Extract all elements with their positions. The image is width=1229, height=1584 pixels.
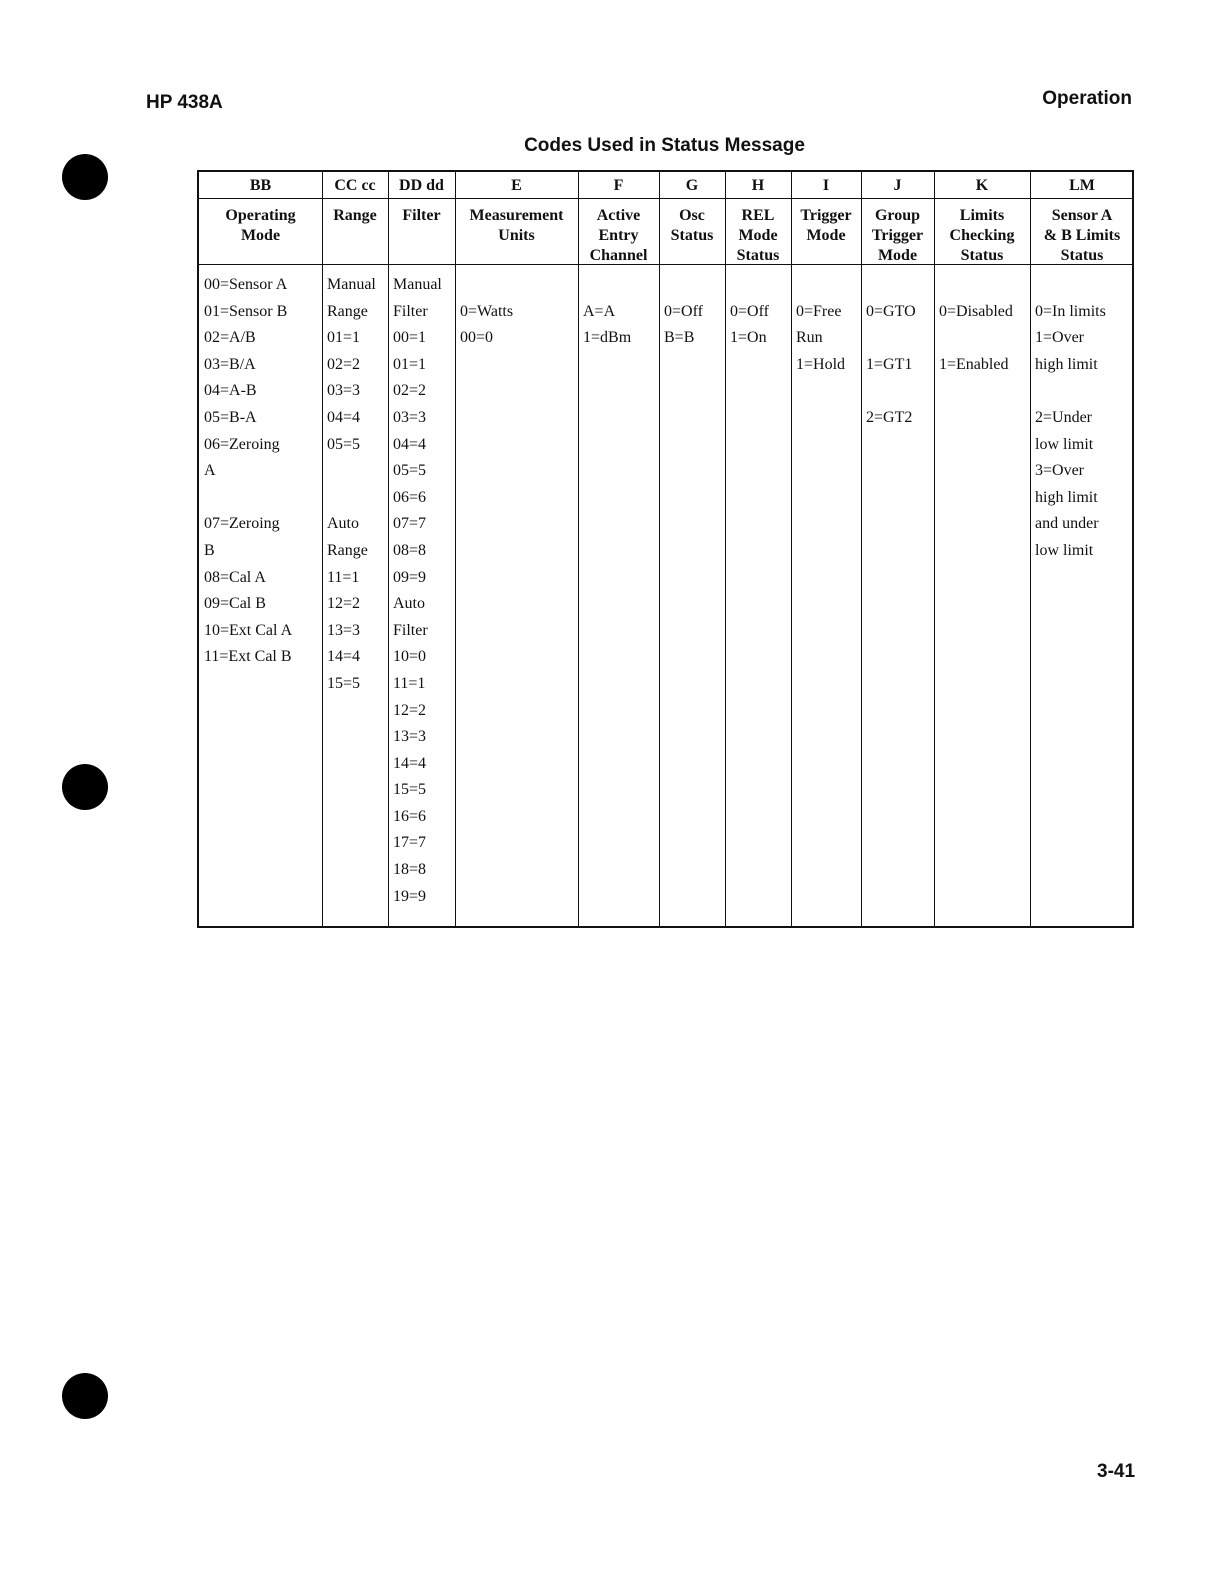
code-entry (866, 272, 916, 299)
column-code: I (822, 177, 830, 194)
column-heading-line: Osc (679, 207, 705, 224)
code-entry: 04=4 (327, 408, 361, 426)
column-divider (659, 172, 660, 926)
column-values (460, 272, 513, 352)
code-entry: high limit (1035, 355, 1098, 373)
column-values (393, 272, 442, 910)
column-heading (578, 206, 659, 266)
code-entry: 00=1 (393, 329, 427, 347)
code-entry: Range (327, 302, 368, 320)
column-values (327, 272, 376, 698)
code-entry: Manual (393, 276, 442, 293)
column-code: LM (1069, 177, 1095, 194)
code-entry: A (204, 462, 216, 480)
code-entry (866, 325, 916, 352)
code-entry: 16=6 (393, 807, 427, 825)
column-values (583, 272, 631, 352)
code-entry: 1=On (730, 329, 767, 347)
column-heading (725, 206, 791, 266)
code-entry: 17=7 (393, 834, 427, 852)
code-entry: 02=A/B (204, 329, 256, 347)
column-code: CC cc (334, 177, 376, 194)
column-divider (455, 172, 456, 926)
column-divider (322, 172, 323, 926)
column-heading-line: Group (874, 207, 921, 224)
binder-hole (62, 154, 108, 200)
code-entry: 18=8 (393, 861, 427, 879)
column-divider (725, 172, 726, 926)
column-heading-line: Checking (949, 227, 1015, 244)
column-code: F (613, 177, 624, 194)
code-entry: 11=1 (327, 568, 360, 586)
code-entry: 08=Cal A (204, 568, 266, 586)
column-heading-line: Mode (877, 247, 918, 264)
binder-hole (62, 1373, 108, 1419)
column-code: BB (249, 177, 272, 194)
code-entry: 02=2 (327, 355, 361, 373)
column-values (939, 272, 1013, 378)
code-entry (327, 485, 376, 512)
column-heading (388, 206, 455, 226)
code-entry: 01=1 (327, 329, 361, 347)
code-entry: Filter (393, 302, 428, 320)
code-entry (1035, 378, 1106, 405)
code-entry: low limit (1035, 541, 1094, 559)
column-values (730, 272, 769, 352)
code-entry: 05=5 (327, 435, 361, 453)
column-heading-line: & B Limits (1043, 227, 1121, 244)
code-entry: 04=4 (393, 435, 427, 453)
column-heading (861, 206, 934, 266)
code-entry: Auto (393, 595, 425, 613)
column-heading-line: Active (596, 207, 641, 224)
code-entry: Filter (393, 621, 428, 639)
code-entry (460, 272, 513, 299)
code-entry: 00=0 (460, 329, 494, 347)
column-values (866, 272, 916, 432)
code-entry (939, 272, 1013, 299)
code-entry: 12=2 (327, 595, 361, 613)
code-entry: 0=Free (796, 302, 842, 320)
code-entry: 0=Off (664, 302, 703, 320)
code-entry: 04=A-B (204, 382, 257, 400)
code-entry (664, 272, 703, 299)
code-entry: 13=3 (393, 728, 427, 746)
code-entry: high limit (1035, 488, 1098, 506)
code-entry: 03=3 (327, 382, 361, 400)
column-code: G (685, 177, 699, 194)
column-heading-line: Status (960, 247, 1004, 264)
column-heading-line: Entry (598, 227, 639, 244)
code-entry (939, 325, 1013, 352)
column-heading (455, 206, 578, 246)
code-entry: 06=Zeroing (204, 435, 280, 453)
column-values (664, 272, 703, 352)
column-heading-line: Range (333, 207, 377, 224)
code-entry (204, 485, 292, 512)
column-code: E (511, 177, 522, 194)
column-heading-line: Mode (240, 227, 281, 244)
status-codes-table (197, 170, 1134, 928)
code-entry: 13=3 (327, 621, 361, 639)
code-entry: 10=0 (393, 648, 427, 666)
code-entry: 19=9 (393, 887, 427, 905)
column-heading-line: Mode (806, 227, 846, 244)
code-entry (866, 378, 916, 405)
column-code: J (893, 177, 902, 194)
column-code: DD dd (399, 177, 444, 194)
code-entry: low limit (1035, 435, 1094, 453)
column-code: H (751, 177, 765, 194)
column-heading-line: Measurement (469, 207, 564, 224)
code-entry: 01=Sensor B (204, 302, 288, 320)
code-entry: 1=Enabled (939, 355, 1009, 373)
code-entry: 09=9 (393, 568, 427, 586)
code-entry: 09=Cal B (204, 595, 266, 613)
code-entry: 0=GTO (866, 302, 916, 320)
code-entry: B=B (664, 329, 695, 347)
column-heading-line: Mode (738, 227, 778, 244)
code-entry: 1=dBm (583, 329, 632, 347)
column-heading-line: Status (670, 227, 714, 244)
code-entry: 03=3 (393, 408, 427, 426)
column-heading (322, 206, 388, 226)
column-values (1035, 272, 1106, 565)
code-entry (583, 272, 631, 299)
code-entry: 0=Disabled (939, 302, 1013, 320)
column-heading-line: Trigger (800, 207, 852, 224)
column-heading-line: Trigger (871, 227, 924, 244)
code-entry: 1=Over (1035, 329, 1085, 347)
code-entry: 11=1 (393, 674, 426, 692)
column-heading-line: Status (1060, 247, 1104, 264)
code-entry: B (204, 541, 215, 559)
column-values (796, 272, 845, 378)
code-entry: 00=Sensor A (204, 276, 288, 293)
code-entry: 07=7 (393, 515, 427, 533)
code-entry: 05=B-A (204, 408, 257, 426)
code-entry (796, 272, 845, 299)
code-entry: 0=Off (730, 302, 769, 320)
column-heading-line: Units (498, 227, 535, 244)
column-divider (861, 172, 862, 926)
code-entry: 12=2 (393, 701, 427, 719)
code-entry: 2=GT2 (866, 408, 913, 426)
code-entry: Run (796, 329, 823, 347)
code-entry (327, 458, 376, 485)
column-code: K (975, 177, 989, 194)
code-entry: Manual (327, 276, 376, 293)
code-entry: and under (1035, 515, 1099, 533)
column-divider (578, 172, 579, 926)
binder-hole (62, 764, 108, 810)
column-divider (934, 172, 935, 926)
code-entry (730, 272, 769, 299)
table-title: Codes Used in Status Message (524, 135, 805, 156)
code-entry: 15=5 (327, 674, 361, 692)
column-heading-line: Filter (402, 207, 441, 224)
column-heading (1030, 206, 1134, 266)
column-heading (659, 206, 725, 246)
column-heading (934, 206, 1030, 266)
page-number: 3-41 (1097, 1461, 1136, 1482)
code-entry: 0=In limits (1035, 302, 1106, 320)
column-heading-line: Limits (959, 207, 1005, 224)
code-entry: 10=Ext Cal A (204, 621, 293, 639)
column-divider (388, 172, 389, 926)
code-entry (1035, 272, 1106, 299)
column-heading-line: Status (736, 247, 780, 264)
section-header: Operation (1042, 88, 1132, 109)
code-entry: 2=Under (1035, 408, 1093, 426)
code-entry: 01=1 (393, 355, 427, 373)
column-heading (199, 206, 322, 246)
code-entry: 02=2 (393, 382, 427, 400)
header-divider (199, 198, 1132, 199)
column-heading-line: REL (741, 207, 775, 224)
code-entry: 3=Over (1035, 462, 1085, 480)
code-entry: 03=B/A (204, 355, 256, 373)
code-entry: A=A (583, 302, 616, 320)
column-values (204, 272, 292, 671)
column-heading-line: Operating (225, 207, 296, 224)
code-entry: 0=Watts (460, 302, 514, 320)
code-entry: 1=GT1 (866, 355, 913, 373)
code-entry: 06=6 (393, 488, 427, 506)
column-heading-line: Sensor A (1051, 207, 1113, 224)
column-heading-line: Channel (589, 247, 648, 264)
code-entry: Auto (327, 515, 359, 533)
code-entry: 07=Zeroing (204, 515, 280, 533)
code-entry: 05=5 (393, 462, 427, 480)
code-entry: 08=8 (393, 541, 427, 559)
code-entry: Range (327, 541, 368, 559)
code-entry: 15=5 (393, 781, 427, 799)
code-entry: 14=4 (327, 648, 361, 666)
manual-model-header: HP 438A (146, 92, 223, 113)
code-entry: 14=4 (393, 754, 427, 772)
column-divider (1030, 172, 1031, 926)
column-heading (791, 206, 861, 246)
code-entry: 11=Ext Cal B (204, 648, 292, 666)
code-entry: 1=Hold (796, 355, 846, 373)
column-divider (791, 172, 792, 926)
